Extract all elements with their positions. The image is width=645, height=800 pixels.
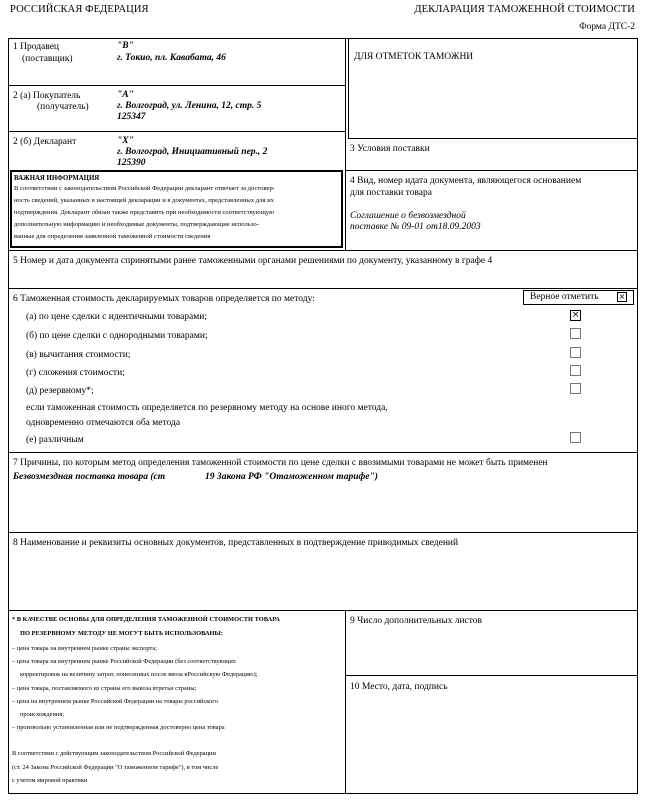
basis-document-label: 4 Вид, номер идата документа, являющегося основанием xyxy=(350,176,582,186)
reasons-label: 7 Причины, по которым метод определения таможенной стоимости по цене сделки с ввозимыми товарами не может быть применен xyxy=(13,458,548,468)
method-option-f: (е) различным xyxy=(26,435,84,445)
important-info-line: подтверждения. Декларант обязан также представить при необходимости соответствующую xyxy=(14,209,274,216)
reasons-value: Безвозмездная поставка товара (ст xyxy=(13,472,166,482)
exclusion-item: корректировок на величину затрат, понесенных после ввоза вРоссийскую Федерацию); xyxy=(20,671,258,678)
exclusion-item: – цена товара на внутреннем рынке страны экспорта; xyxy=(12,645,157,652)
exclusion-item: – цена на внутреннем рынке Российской Федерации на товары российского xyxy=(12,698,218,705)
method-a-checkbox[interactable]: × xyxy=(571,310,580,320)
seller-label: 1 Продавец xyxy=(13,42,59,52)
reserve-note-2: одновременно отмечаются оба метода xyxy=(26,418,181,428)
seller-name: "B" xyxy=(117,41,134,51)
exclusion-item: – произвольно установленная или не подтвержденная достоверно цена товара xyxy=(12,724,225,731)
form-title: ДЕКЛАРАЦИЯ ТАМОЖЕННОЙ СТОИМОСТИ xyxy=(414,4,635,15)
reserve-exclusions-title-2: ПО РЕЗЕРВНОМУ МЕТОДУ НЕ МОГУТ БЫТЬ ИСПОЛЬЗОВАНЫ: xyxy=(20,630,223,637)
method-c-checkbox[interactable] xyxy=(570,347,581,358)
method-b-checkbox[interactable] xyxy=(570,328,581,339)
buyer-label-sub: (получатель) xyxy=(37,102,89,112)
important-info-line: дополнительную информацию и необходимые документы, подтверждающие использо- xyxy=(14,221,259,228)
supporting-documents-label: 8 Наименование и реквизиты основных документов, представленных в подтверждение приводимых сведений xyxy=(13,538,459,548)
valuation-method-label: 6 Таможенная стоимость декларируемых товаров определяется по методу: xyxy=(13,294,315,304)
legal-basis-line: (ст. 24 Закона Российской Федерации "О таможенном тарифе"), в том числе xyxy=(12,764,219,771)
important-info-title: ВАЖНАЯ ИНФОРМАЦИЯ xyxy=(14,175,100,182)
method-option-b: (б) по цене сделки с однородными товарами; xyxy=(26,331,208,341)
important-info-line: ванные для определения заявленной таможенной стоимости сведения xyxy=(14,233,211,240)
place-date-signature-label: 10 Место, дата, подпись xyxy=(350,682,448,692)
reasons-value-2: 19 Закона РФ "Отаможенном тарифе") xyxy=(205,472,378,482)
legal-basis-line: с учетом мировой практики xyxy=(12,777,88,784)
buyer-name: "A" xyxy=(117,90,134,100)
form-frame xyxy=(8,38,638,794)
seller-address: г. Токио, пл. Кавабата, 46 xyxy=(117,53,226,63)
exclusion-item: – цена товара на внутреннем рынке Российской Федерации (без соответствующих xyxy=(12,658,236,665)
reserve-note: если таможенная стоимость определяется по резервному методу на основе иного метода, xyxy=(26,403,388,413)
basis-document-value: Соглашение о безвозмездной xyxy=(350,211,466,221)
method-d-checkbox[interactable] xyxy=(570,365,581,376)
legal-basis-line: В соответствии с действующим законодательством Российской Федерации xyxy=(12,750,216,757)
declarant-name: "X" xyxy=(117,136,134,146)
declarant-postcode: 125390 xyxy=(117,158,146,168)
exclusion-item: – цена товара, поставляемого из страны его вывоза втретьи страны; xyxy=(12,685,197,692)
previous-decisions-label: 5 Номер и дата документа спринятыми ранее таможенными органами решениями по документу, указанному в графе 4 xyxy=(13,256,493,266)
extra-sheets-label: 9 Число дополнительных листов xyxy=(350,616,483,626)
mark-correct-text: Верное отметить xyxy=(530,292,599,302)
seller-label-sub: (поставщик) xyxy=(22,54,73,64)
mark-correct-legend xyxy=(523,290,634,305)
delivery-terms-label: 3 Условия поставки xyxy=(350,144,430,154)
method-f-checkbox[interactable] xyxy=(570,432,581,443)
method-option-e: (д) резервному*; xyxy=(26,386,94,396)
method-e-checkbox[interactable] xyxy=(570,383,581,394)
basis-document-value-2: поставке № 09-01 от18.09.2003 xyxy=(350,222,481,232)
exclusion-item: происхождения; xyxy=(20,711,65,718)
declarant-address: г. Волгоград, Инициативный пер., 2 xyxy=(117,147,268,157)
method-option-c: (в) вычитания стоимости; xyxy=(26,350,131,360)
method-option-d: (г) сложения стоимости; xyxy=(26,368,125,378)
form-number: Форма ДТС-2 xyxy=(579,22,635,32)
method-option-a: (а) по цене сделки с идентичными товарами; xyxy=(26,312,208,322)
declarant-label: 2 (б) Декларант xyxy=(13,137,77,147)
legend-checkbox-icon: × xyxy=(618,292,626,301)
buyer-address: г. Волгоград, ул. Ленина, 12, стр. 5 xyxy=(117,101,262,111)
basis-document-label-sub: для поставки товара xyxy=(350,188,432,198)
country-heading: РОССИЙСКАЯ ФЕДЕРАЦИЯ xyxy=(10,4,149,15)
customs-marks-title: ДЛЯ ОТМЕТОК ТАМОЖНИ xyxy=(354,52,474,62)
buyer-label: 2 (а) Покупатель xyxy=(13,91,81,101)
important-info-line: В соответствии с законодательством Российской Федерации декларант отвечает за достовер- xyxy=(14,185,275,192)
buyer-postcode: 125347 xyxy=(117,112,146,122)
important-info-line: ность сведений, указанных в настоящей декларации и в документах, представленных для их xyxy=(14,197,274,204)
reserve-exclusions-title: * В КАЧЕСТВЕ ОСНОВЫ ДЛЯ ОПРЕДЕЛЕНИЯ ТАМОЖЕННОЙ СТОИМОСТИ ТОВАРА xyxy=(12,616,280,623)
